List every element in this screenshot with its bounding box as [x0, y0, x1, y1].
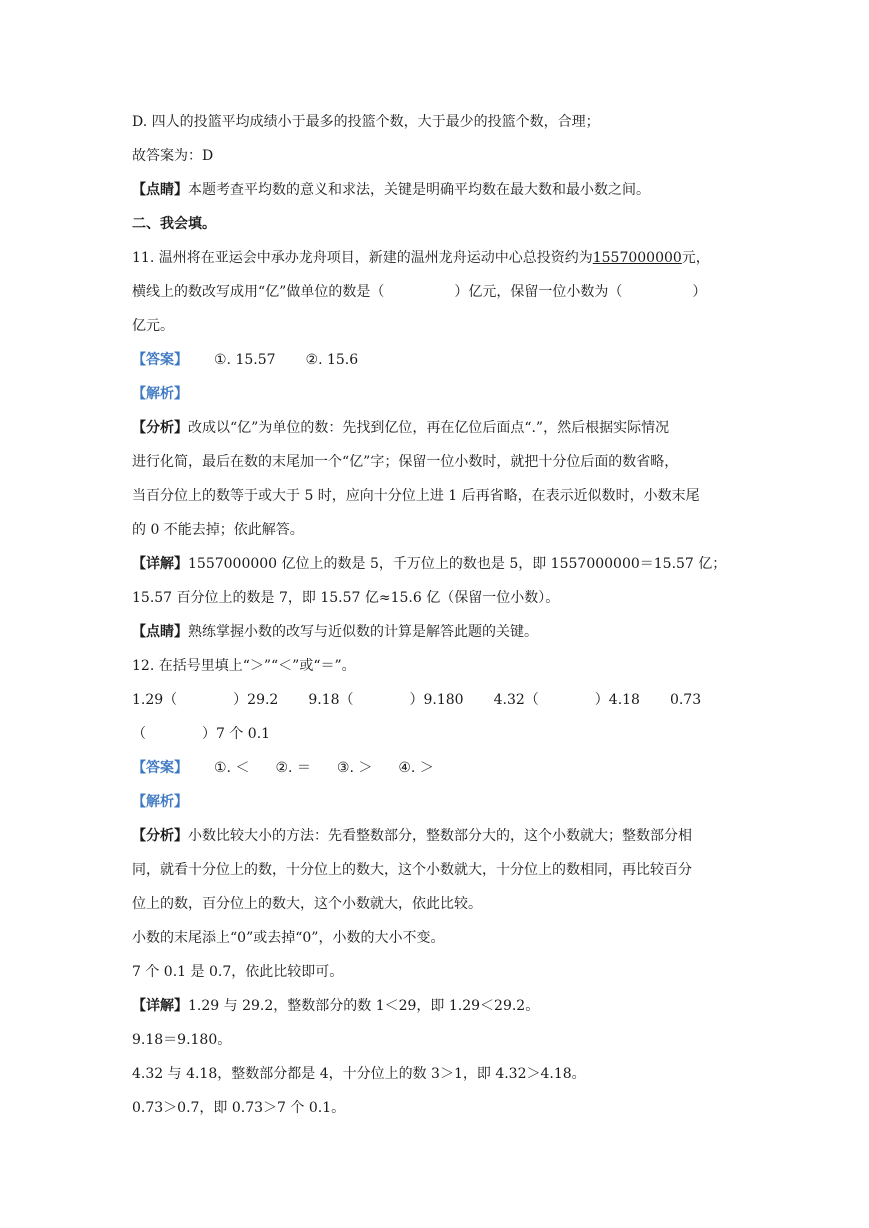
q11-fenxi-3: 当百分位上的数等于或大于 5 时，应向十分位上进 1 后再省略，在表示近似数时，小数末尾	[132, 488, 700, 504]
section-title: 二、我会填。	[132, 216, 216, 232]
q12-items-line2: （ ）7 个 0.1	[132, 726, 271, 742]
q11-stem-line3: 亿元。	[132, 318, 174, 334]
q10-option-d: D. 四人的投篮平均成绩小于最多的投篮个数，大于最少的投篮个数，合理；	[132, 114, 600, 130]
q11-xiangjie-1: 【详解】1557000000 亿位上的数是 5，千万位上的数也是 5，即 1557000000＝15.57 亿；	[132, 556, 727, 572]
answer-tag: 【答案】	[132, 760, 188, 776]
q11-analysis-tag: 【解析】	[132, 386, 188, 402]
q11-point: 【点睛】熟练掌握小数的改写与近似数的计算是解答此题的关键。	[132, 624, 538, 640]
q11-stem-line2: 横线上的数改写成用“亿”做单位的数是（ ）亿元，保留一位小数为（ ）	[132, 284, 707, 300]
q12-xiangjie-4: 0.73＞0.7，即 0.73＞7 个 0.1。	[132, 1100, 346, 1116]
q12-fenxi-3: 位上的数，百分位上的数大，这个小数就大，依此比较。	[132, 896, 482, 912]
q12-analysis-tag: 【解析】	[132, 794, 188, 810]
q12-fenxi-5: 7 个 0.1 是 0.7，依此比较即可。	[132, 964, 344, 980]
q12-fenxi-2: 同，就看十分位上的数，十分位上的数大，这个小数就大，十分位上的数相同，再比较百分	[132, 862, 692, 878]
q12-xiangjie-1: 【详解】1.29 与 29.2，整数部分的数 1＜29，即 1.29＜29.2。	[132, 998, 540, 1014]
q10-conclusion: 故答案为：D	[132, 148, 214, 164]
q12-answer: 【答案】 ①. ＜ ②. ＝ ③. ＞ ④. ＞	[132, 760, 434, 776]
q12-fenxi-1: 【分析】小数比较大小的方法：先看整数部分，整数部分大的，这个小数就大；整数部分相	[132, 828, 692, 844]
q10-point: 【点睛】本题考查平均数的意义和求法，关键是明确平均数在最大数和最小数之间。	[132, 182, 650, 198]
q11-stem-line1: 11. 温州将在亚运会中承办龙舟项目，新建的温州龙舟运动中心总投资约为1557000000元，	[132, 250, 710, 266]
q11-fenxi-1: 【分析】改成以“亿”为单位的数：先找到亿位，再在亿位后面点“.”，然后根据实际情况	[132, 420, 670, 436]
q11-xiangjie-2: 15.57 百分位上的数是 7，即 15.57 亿≈15.6 亿（保留一位小数）。	[132, 590, 560, 606]
q12-xiangjie-3: 4.32 与 4.18，整数部分都是 4，十分位上的数 3＞1，即 4.32＞4.18。	[132, 1066, 586, 1082]
point-tag: 【点睛】	[132, 182, 188, 198]
q11-fenxi-2: 进行化简，最后在数的末尾加一个“亿”字；保留一位小数时，就把十分位后面的数省略，	[132, 454, 679, 470]
q11-answer: 【答案】 ①. 15.57 ②. 15.6	[132, 352, 359, 368]
underlined-number: 1557000000	[592, 250, 682, 266]
q11-fenxi-4: 的 0 不能去掉；依此解答。	[132, 522, 304, 538]
q12-items-line1: 1.29（ ）29.2 9.18（ ）9.180 4.32（ ）4.18 0.73	[132, 692, 702, 708]
answer-tag: 【答案】	[132, 352, 188, 368]
q12-stem: 12. 在括号里填上“＞”“＜”或“＝”。	[132, 658, 356, 674]
q12-xiangjie-2: 9.18＝9.180。	[132, 1032, 232, 1048]
q12-fenxi-4: 小数的末尾添上“0”或去掉“0”，小数的大小不变。	[132, 930, 445, 946]
